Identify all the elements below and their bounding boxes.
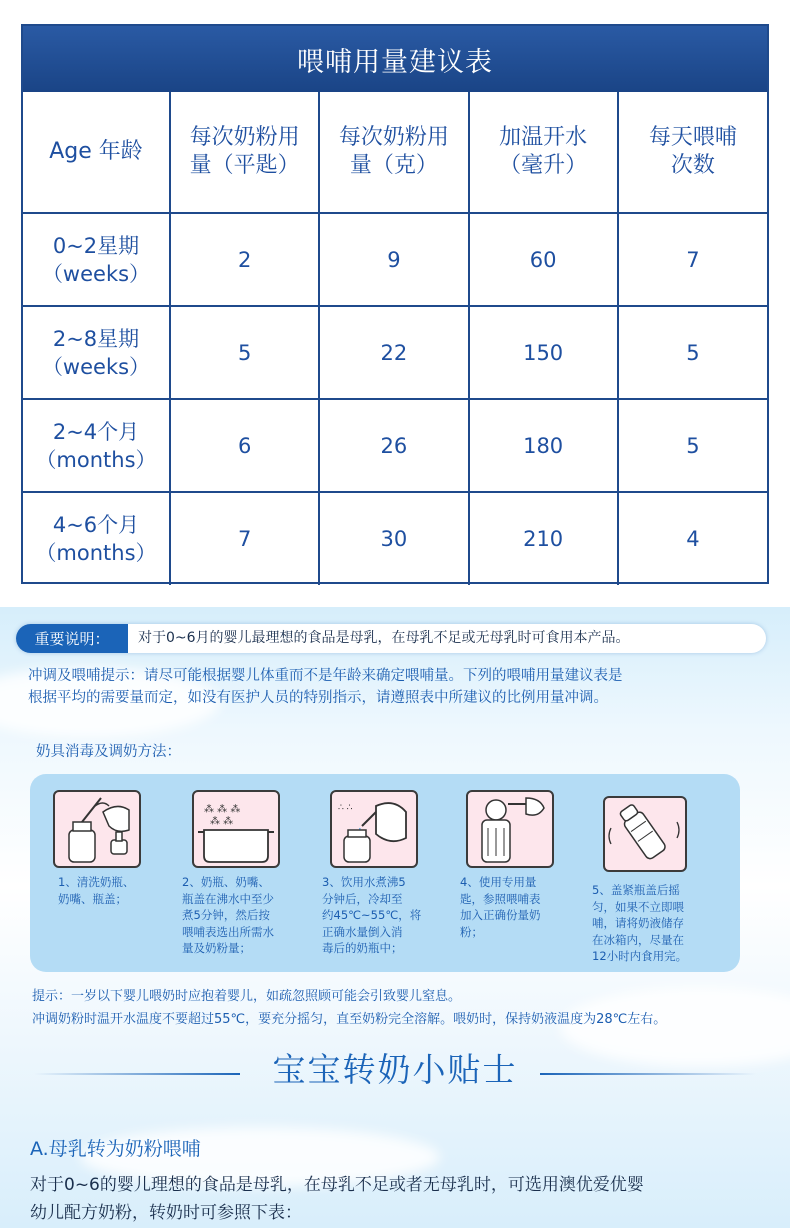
cell-scoops: 6 xyxy=(170,399,319,492)
instructions-section xyxy=(0,607,790,1228)
cell-scoops: 5 xyxy=(170,306,319,399)
header-age: Age 年龄 xyxy=(23,92,170,213)
table-title: 喂哺用量建议表 xyxy=(23,26,767,92)
header-times: 每天喂哺 次数 xyxy=(618,92,767,213)
step-4-text: 4、使用专用量 匙，参照喂哺表 加入正确份量奶 粉； xyxy=(460,875,541,939)
bottle-brush-icon xyxy=(53,790,141,868)
feeding-tips xyxy=(28,665,768,709)
cell-age: 2~8星期 （weeks） xyxy=(23,306,170,399)
header-water: 加温开水 （毫升） xyxy=(469,92,618,213)
banner-title: 宝宝转奶小贴士 xyxy=(272,1050,518,1089)
shake-bottle-icon xyxy=(603,796,687,872)
tips-line: 根据平均的需要量而定，如没有医护人员的特别指示，请遵照表中所建议的比例用量冲调。 xyxy=(28,690,608,706)
cell-grams: 9 xyxy=(319,213,468,306)
table-row xyxy=(23,306,767,399)
feeding-table xyxy=(21,24,769,584)
section-a-text: 对于0~6的婴儿理想的食品是母乳，在母乳不足或者无母乳时，可选用澳优爱优婴 幼儿配方奶粉，转奶时可参照下表： xyxy=(30,1175,644,1223)
table-row xyxy=(23,492,767,585)
table-row xyxy=(23,399,767,492)
cell-water: 60 xyxy=(469,213,618,306)
cell-grams: 22 xyxy=(319,306,468,399)
hint-line: 提示：一岁以下婴儿喂奶时应抱着婴儿，如疏忽照顾可能会引致婴儿窒息。 xyxy=(32,989,462,1004)
cell-water: 180 xyxy=(469,399,618,492)
tips-line: 冲调及喂哺提示：请尽可能根据婴儿体重而不是年龄来确定喂哺量。下列的喂哺用量建议表是 xyxy=(28,668,623,684)
cell-water: 150 xyxy=(469,306,618,399)
feeding-table-grid xyxy=(23,92,767,585)
step-3-text: 3、饮用水煮沸5 分钟后，冷却至 约45℃~55℃，将 正确水量倒入消 毒后的奶瓶中； xyxy=(322,875,422,955)
section-a-title: A.母乳转为奶粉喂哺 xyxy=(30,1138,201,1160)
svg-text:⁂ ⁂ ⁂: ⁂ ⁂ ⁂ xyxy=(204,804,241,815)
header-grams: 每次奶粉用 量（克） xyxy=(319,92,468,213)
cell-scoops: 2 xyxy=(170,213,319,306)
kettle-pour-icon xyxy=(330,790,418,868)
cell-times: 4 xyxy=(618,492,767,585)
boiling-pot-icon xyxy=(192,790,280,868)
steps-panel xyxy=(30,774,740,972)
cell-scoops: 7 xyxy=(170,492,319,585)
svg-text:∴ ∴: ∴ ∴ xyxy=(338,803,353,813)
step-1-text: 1、清洗奶瓶、 奶嘴、瓶盖； xyxy=(58,875,135,906)
notice-badge: 重要说明： xyxy=(16,624,128,653)
table-header-row xyxy=(23,92,767,213)
sterilize-title: 奶具消毒及调奶方法： xyxy=(36,744,181,760)
hint-line: 冲调奶粉时温开水温度不要超过55℃，要充分摇匀，直至奶粉完全溶解。喂奶时，保持奶液温度为28℃左右。 xyxy=(32,1012,667,1027)
measuring-spoon-icon xyxy=(466,790,554,868)
cell-times: 5 xyxy=(618,306,767,399)
svg-text:⁂ ⁂: ⁂ ⁂ xyxy=(210,816,234,827)
step-2-text: 2、奶瓶、奶嘴、 瓶盖在沸水中至少 煮5分钟，然后按 喂哺表选出所需水 量及奶粉量； xyxy=(182,875,274,955)
cell-age: 4~6个月 （months） xyxy=(23,492,170,585)
cell-times: 5 xyxy=(618,399,767,492)
cell-water: 210 xyxy=(469,492,618,585)
header-scoops: 每次奶粉用 量（平匙） xyxy=(170,92,319,213)
cell-age: 2~4个月 （months） xyxy=(23,399,170,492)
important-notice xyxy=(16,624,766,653)
cell-age: 0~2星期 （weeks） xyxy=(23,213,170,306)
cell-times: 7 xyxy=(618,213,767,306)
cell-grams: 26 xyxy=(319,399,468,492)
table-row xyxy=(23,213,767,306)
cell-grams: 30 xyxy=(319,492,468,585)
step-5-text: 5、盖紧瓶盖后摇 匀，如果不立即喂 哺，请将奶液储存 在冰箱内，尽量在 12小时内食用完。 xyxy=(592,883,688,963)
banner-divider-right xyxy=(540,1073,756,1075)
notice-text: 对于0~6月的婴儿最理想的食品是母乳，在母乳不足或无母乳时可食用本产品。 xyxy=(138,630,630,646)
